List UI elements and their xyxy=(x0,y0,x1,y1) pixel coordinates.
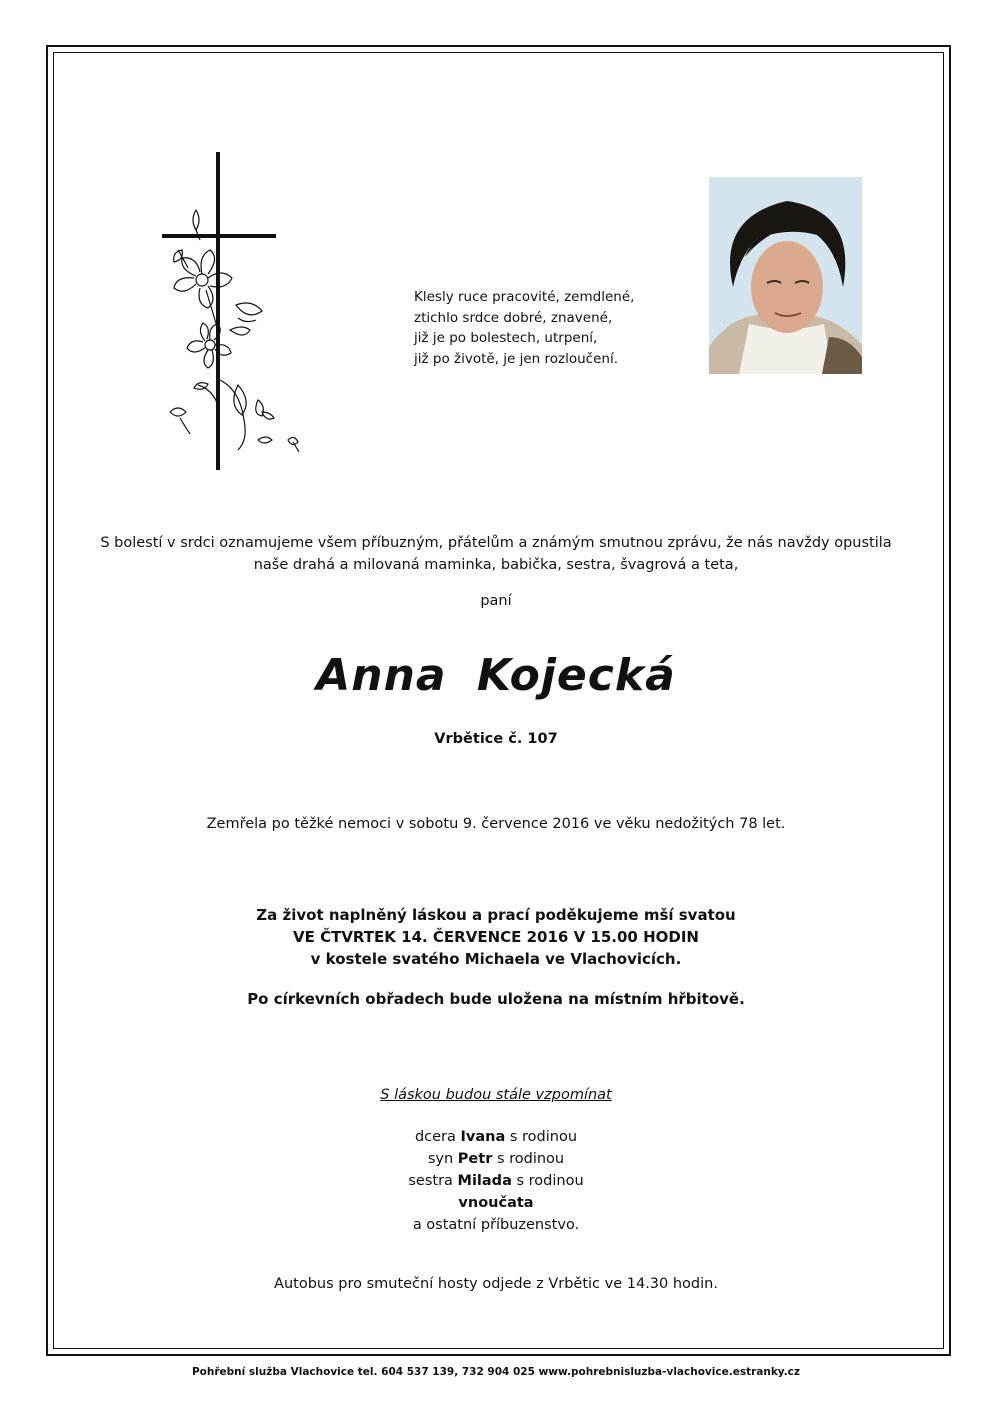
mourner-daughter xyxy=(60,1126,932,1148)
cross-with-flowers-icon xyxy=(158,150,318,475)
mourner-name: vnoučata xyxy=(458,1195,534,1211)
funeral-line-2: VE ČTVRTEK 14. ČERVENCE 2016 V 15.00 HODIN xyxy=(293,928,699,946)
mourner-name: Ivana xyxy=(460,1129,506,1145)
mourners-title: S láskou budou stále vzpomínat xyxy=(380,1087,612,1103)
mourner-son xyxy=(60,1148,932,1170)
mourner-suffix: s rodinou xyxy=(505,1129,578,1145)
mourner-sister xyxy=(60,1170,932,1192)
mourner-relation: dcera xyxy=(414,1129,461,1145)
mourner-others: a ostatní příbuzenstvo. xyxy=(412,1217,580,1233)
announcement-intro xyxy=(60,532,932,576)
mourner-suffix: s rodinou xyxy=(492,1151,565,1167)
intro-line-2: naše drahá a milovaná maminka, babička, sestra, švagrová a teta, xyxy=(253,557,739,573)
burial-notice: Po církevních obřadech bude uložena na místním hřbitově. xyxy=(247,990,745,1008)
mourners-list xyxy=(60,1126,932,1236)
funeral-service-footer: Pohřební služba Vlachovice tel. 604 537 139, 732 904 025 www.pohrebnisluzba-vlachovice.estranky.cz xyxy=(191,1366,801,1378)
mourner-grandchildren xyxy=(60,1192,932,1214)
death-notice: Zemřela po těžké nemoci v sobotu 9. července 2016 ve věku nedožitých 78 let. xyxy=(206,816,786,832)
deceased-address: Vrbětice č. 107 xyxy=(434,731,558,747)
funeral-details xyxy=(60,904,932,970)
mourner-relation: sestra xyxy=(408,1173,458,1189)
intro-line-1: S bolestí v srdci oznamujeme všem příbuzným, přátelům a známým smutnou zprávu, že nás navždy opustila xyxy=(100,535,892,551)
portrait-photo xyxy=(709,177,862,374)
bus-notice: Autobus pro smuteční hosty odjede z Vrbětic ve 14.30 hodin. xyxy=(274,1276,718,1292)
memorial-poem: Klesly ruce pracovité, zemdlené, ztichlo srdce dobré, znavené, již je po bolestech, utrpení, již po životě, je jen rozloučení. xyxy=(414,289,635,367)
deceased-name: Anna Kojecká xyxy=(316,650,676,701)
mourner-name: Milada xyxy=(457,1173,512,1189)
funeral-line-3: v kostele svatého Michaela ve Vlachovicích. xyxy=(310,950,682,968)
mourner-relation: syn xyxy=(427,1151,458,1167)
funeral-line-1: Za život naplněný láskou a prací poděkujeme mší svatou xyxy=(256,906,736,924)
honorific: paní xyxy=(480,593,512,609)
mourner-suffix: s rodinou xyxy=(511,1173,584,1189)
mourner-name: Petr xyxy=(457,1151,493,1167)
